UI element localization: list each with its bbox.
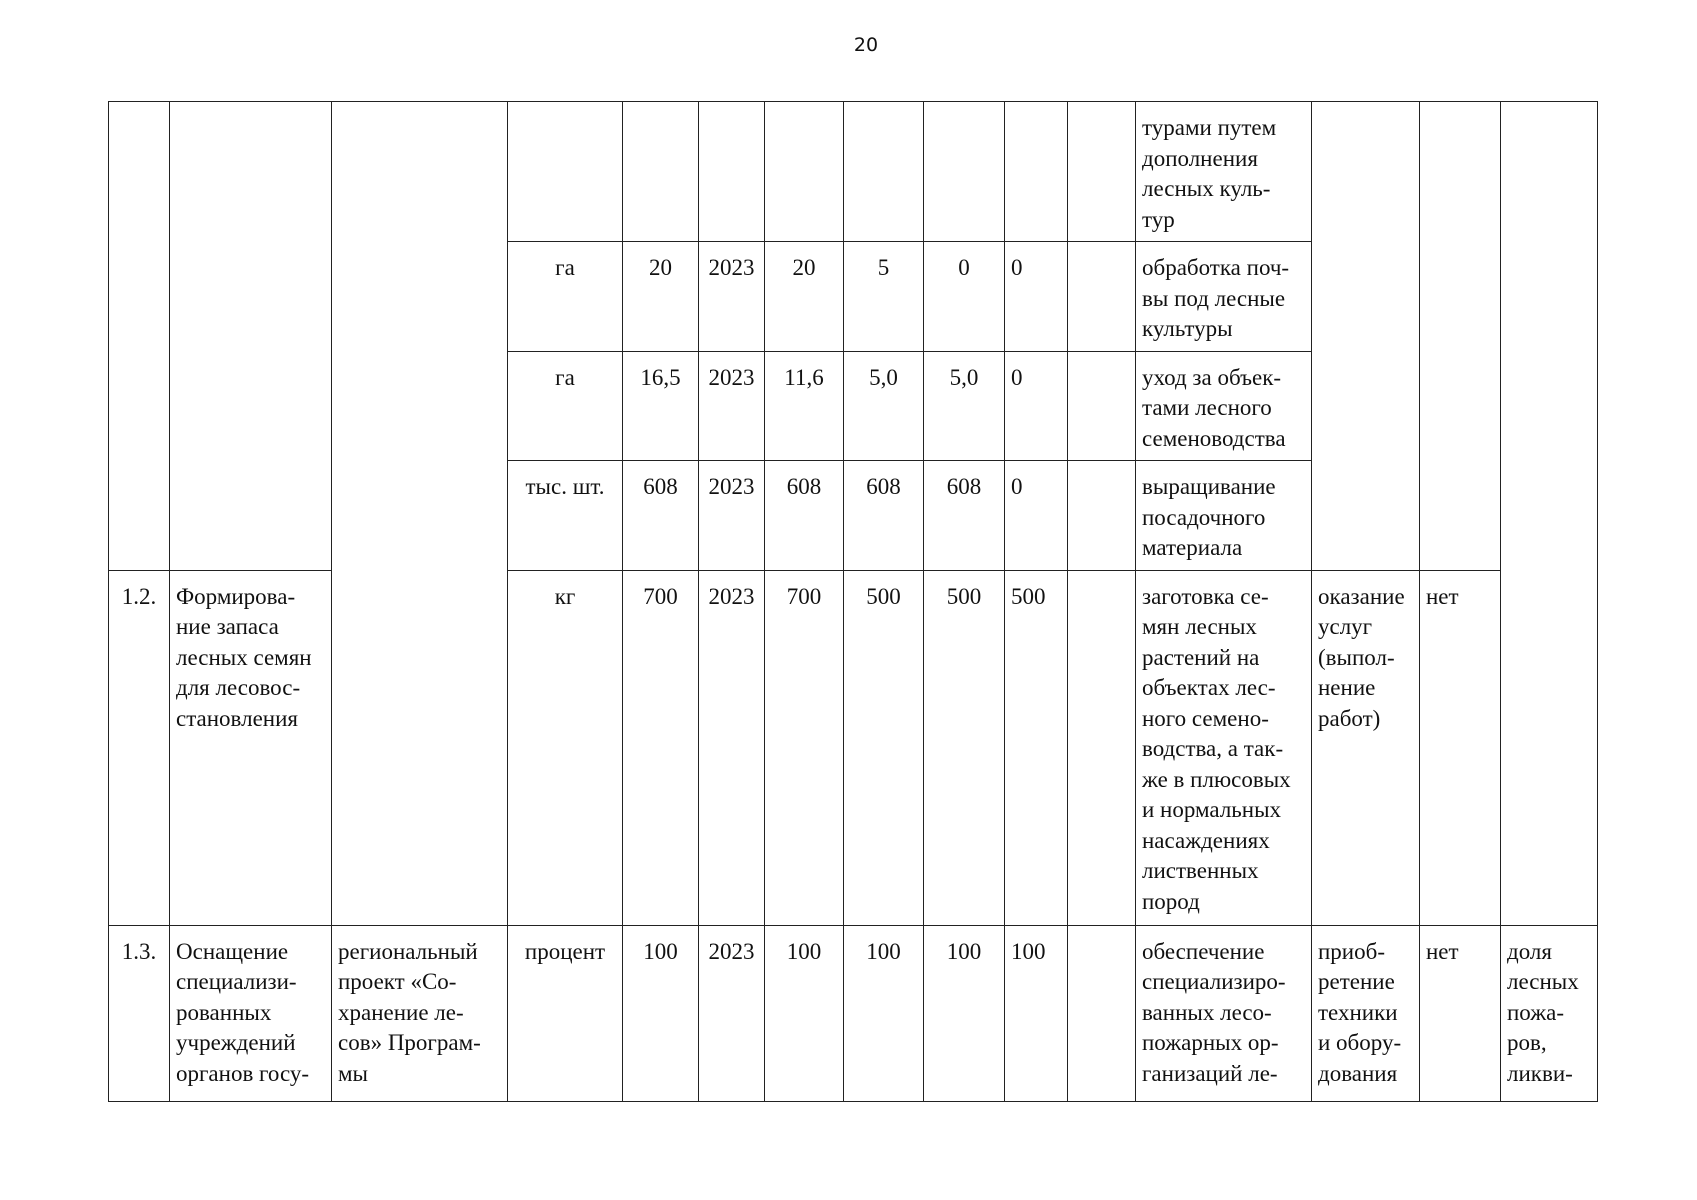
- project-cell-empty: [332, 102, 508, 926]
- year-cell: 2023: [699, 461, 765, 571]
- value-cell: 100: [924, 925, 1005, 1101]
- value-cell: 700: [765, 570, 844, 925]
- name-cell-empty: [170, 102, 332, 571]
- value-cell: 608: [924, 461, 1005, 571]
- value-cell: 500: [924, 570, 1005, 925]
- type-cell-empty: [1312, 102, 1420, 571]
- value-cell: 11,6: [765, 351, 844, 461]
- unit-cell: кг: [508, 570, 623, 925]
- value-cell: 5,0: [924, 351, 1005, 461]
- value-cell: 0: [924, 242, 1005, 352]
- value-cell: 100: [765, 925, 844, 1101]
- flag-cell: нет: [1420, 570, 1501, 925]
- measure-name: Формирова- ние запаса лесных семян для лесовос- становления: [170, 570, 332, 925]
- value-cell: 700: [623, 570, 699, 925]
- unit-cell: [508, 102, 623, 242]
- description-cell: уход за объек- тами лесного семеноводства: [1136, 351, 1312, 461]
- value-cell: 5: [844, 242, 924, 352]
- flag-cell: нет: [1420, 925, 1501, 1101]
- value-cell: [623, 102, 699, 242]
- description-cell: обработка поч- вы под лесные культуры: [1136, 242, 1312, 352]
- project-cell: региональный проект «Со- хранение ле- сов» Програм- мы: [332, 925, 508, 1101]
- description-cell: турами путем дополнения лесных куль- тур: [1136, 102, 1312, 242]
- value-cell: 500: [844, 570, 924, 925]
- description-cell: заготовка се- мян лесных растений на объектах лес- ного семено- водства, а так- же в плюсовых и нормальных насаждениях лиственных пород: [1136, 570, 1312, 925]
- unit-cell: га: [508, 351, 623, 461]
- empty-cell: [1068, 925, 1136, 1101]
- page-number: 20: [853, 34, 879, 56]
- value-cell: [1005, 102, 1068, 242]
- table-row: [109, 925, 1598, 1101]
- unit-cell: процент: [508, 925, 623, 1101]
- indicator-cell: доля лесных пожа- ров, ликви-: [1501, 925, 1598, 1101]
- empty-cell: [1068, 461, 1136, 571]
- year-cell: [699, 102, 765, 242]
- value-cell: 0: [1005, 242, 1068, 352]
- value-cell: 100: [1005, 925, 1068, 1101]
- value-cell: 608: [765, 461, 844, 571]
- flag-cell-empty: [1420, 102, 1501, 571]
- year-cell: 2023: [699, 351, 765, 461]
- measures-table: [108, 101, 1598, 1102]
- year-cell: 2023: [699, 570, 765, 925]
- value-cell: [765, 102, 844, 242]
- value-cell: 608: [844, 461, 924, 571]
- empty-cell: [1068, 351, 1136, 461]
- value-cell: 16,5: [623, 351, 699, 461]
- row-number: 1.2.: [109, 570, 170, 925]
- empty-cell: [1068, 102, 1136, 242]
- value-cell: 100: [844, 925, 924, 1101]
- value-cell: 0: [1005, 351, 1068, 461]
- description-cell: выращивание посадочного материала: [1136, 461, 1312, 571]
- value-cell: 20: [765, 242, 844, 352]
- measure-name: Оснащение специализи- рованных учреждений органов госу-: [170, 925, 332, 1101]
- unit-cell: тыс. шт.: [508, 461, 623, 571]
- value-cell: [924, 102, 1005, 242]
- indicator-cell-empty: [1501, 102, 1598, 926]
- value-cell: 608: [623, 461, 699, 571]
- measure-type: приоб- ретение техники и обору- дования: [1312, 925, 1420, 1101]
- empty-cell: [1068, 570, 1136, 925]
- value-cell: 0: [1005, 461, 1068, 571]
- value-cell: [844, 102, 924, 242]
- measure-type: оказание услуг (выпол- нение работ): [1312, 570, 1420, 925]
- table-row: [109, 102, 1598, 242]
- value-cell: 5,0: [844, 351, 924, 461]
- row-number: 1.3.: [109, 925, 170, 1101]
- year-cell: 2023: [699, 925, 765, 1101]
- year-cell: 2023: [699, 242, 765, 352]
- value-cell: 100: [623, 925, 699, 1101]
- value-cell: 20: [623, 242, 699, 352]
- value-cell: 500: [1005, 570, 1068, 925]
- empty-cell: [1068, 242, 1136, 352]
- unit-cell: га: [508, 242, 623, 352]
- description-cell: обеспечение специализиро- ванных лесо- пожарных ор- ганизаций ле-: [1136, 925, 1312, 1101]
- number-cell-empty: [109, 102, 170, 571]
